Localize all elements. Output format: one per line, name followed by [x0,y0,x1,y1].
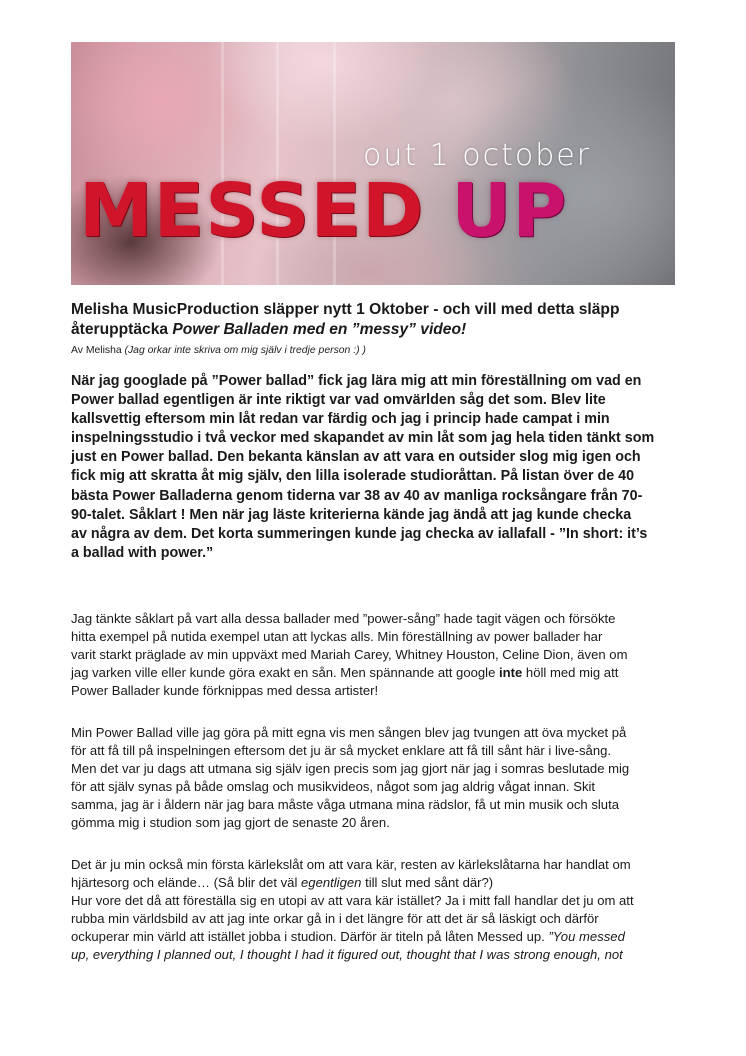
body-line [71,874,681,892]
banner-title-up: UP [451,168,568,254]
banner-title-messed: MESSED [79,168,425,254]
body-text: hjärtesorg och elände… (Så blir det väl [71,875,301,890]
lead-line: just en Power ballad. Den bekanta känslan av att vara en outsider slog mig igen och [71,449,641,466]
body-text: ockuperar min värld att istället jobba i studion. Därför är titeln på låten Messed up. [71,929,549,944]
body-bold-word: inte [499,665,523,680]
body-line: Det är ju min också min första kärlekslåt om att vara kär, resten av kärlekslåtarna har handlat om [71,857,631,872]
byline-author: Av Melisha [71,345,125,356]
headline-line [71,320,681,340]
body-italic: egentligen [301,875,362,890]
article-byline [71,344,681,358]
body-paragraph-2 [71,724,681,832]
banner-release-date: out 1 october [363,138,592,173]
body-line [71,928,681,946]
body-line: gömma mig i studion som jag gjort de senaste 20 åren. [71,815,390,830]
lead-line: inspelningsstudio i två veckor med skapandet av min låt som jag hela tiden tänkt som [71,430,655,447]
body-text: höll med mig att [522,665,619,680]
lead-line: a ballad with power.” [71,544,214,561]
lead-line: 90-talet. Såklart ! Men när jag läste kriterierna kände jag ändå att jag kunde checka [71,506,632,523]
lead-line: av några av dem. Det korta summeringen kunde jag checka av iallafall - ”In short: it’s [71,525,648,542]
article-headline [71,300,681,340]
body-line: Min Power Ballad ville jag göra på mitt egna vis men sången blev jag tvungen att öva mycket på [71,725,627,740]
banner-title [79,168,675,254]
body-line: för att få till på inspelningen eftersom det ju är så mycket enklare att få till sånt här i live-sång. [71,743,612,758]
hero-banner [71,42,675,285]
body-line: samma, jag är i åldern när jag bara måste våga utmana mina rädslor, få ut min musik och sluta [71,797,620,812]
body-line: Jag tänkte såklart på vart alla dessa ballader med ”power-sång” hade tagit vägen och försökte [71,611,616,626]
body-line: varit starkt präglade av min uppväxt med Mariah Carey, Whitney Houston, Celine Dion, även om [71,647,628,662]
body-line [71,664,681,682]
headline-text: återupptäcka [71,321,173,338]
lead-line: Power ballad egentligen är inte riktigt var vad omvärlden såg det som. Blev lite [71,392,606,409]
body-line: för att själv synas på både omslag och musikvideos, något som jag aldrig vågat innan. Skit [71,779,596,794]
lead-line: fick mig att skratta åt mig själv, den lilla isolerade studioråttan. På listan över de 40 [71,468,635,485]
body-line: rubba min världsbild av att jag inte orkar gå in i det längre för att det är så läskigt och därför [71,911,599,926]
body-lyric-quote: up, everything I planned out, I thought I had it figured out, thought that I was strong enough, not [71,947,623,962]
body-line [71,946,681,964]
lead-line: bästa Power Balladerna genom tiderna var 38 av 40 av manliga rocksångare från 70- [71,487,643,504]
body-paragraph-1 [71,610,681,700]
byline-note: (Jag orkar inte skriva om mig själv i tredje person :) ) [124,345,366,356]
body-paragraph-3 [71,856,681,964]
body-line: hitta exempel på nutida exempel utan att lyckas alls. Min föreställning av power ballader har [71,629,603,644]
headline-line: Melisha MusicProduction släpper nytt 1 Oktober - och vill med detta släpp [71,301,620,318]
body-text: till slut med sånt där?) [361,875,494,890]
body-line: Men det var ju dags att utmana sig själv igen precis som jag gjort när jag i somras beslutade mig [71,761,630,776]
body-line: Hur vore det då att föreställa sig en utopi av att vara kär istället? Ja i mitt fall handlar det ju om att [71,893,634,908]
lead-line: kallsvettig eftersom min låt redan var färdig och jag i princip hade campat i min [71,411,610,428]
body-lyric-quote: ”You messed [548,929,625,944]
lead-paragraph [71,372,681,563]
body-text: jag varken ville eller kunde göra exakt en sån. Men spännande att google [71,665,500,680]
body-line: Power Ballader kunde förknippas med dessa artister! [71,683,379,698]
headline-italic: Power Balladen med en ”messy” video! [172,321,467,338]
lead-line: När jag googlade på ”Power ballad” fick jag lära mig att min föreställning om vad en [71,373,642,389]
